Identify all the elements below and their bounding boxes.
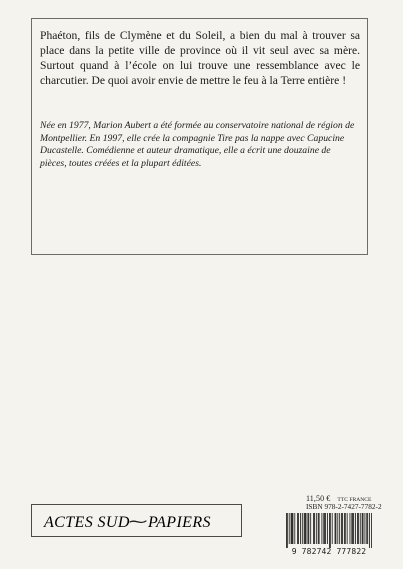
barcode-bar xyxy=(325,513,326,544)
barcode-bar xyxy=(345,513,346,544)
barcode-bar xyxy=(355,513,356,544)
barcode-bar xyxy=(366,513,367,544)
barcode-bar xyxy=(313,513,314,544)
barcode-bar xyxy=(286,513,287,548)
summary-frame xyxy=(31,18,368,255)
barcode-bar xyxy=(324,513,325,544)
barcode-bar xyxy=(330,513,331,548)
barcode-bar xyxy=(305,513,306,544)
barcode-bar xyxy=(310,513,311,544)
barcode-bar xyxy=(323,513,324,544)
barcode-bar xyxy=(287,513,288,548)
publisher-logo-box xyxy=(31,504,242,537)
barcode-bar xyxy=(316,513,317,544)
summary-text: Phaéton, fils de Clymène et du Soleil, a bien du mal à trouver sa place dans la petite ville de province où il vit seul avec sa mère. Surtout quand à l’école on lui trouve une ressemblance avec le charcutier. De quoi avoir envie de mettre le feu à la Terre entière ! xyxy=(40,29,360,87)
barcode-bar xyxy=(339,513,340,544)
barcode-bar xyxy=(369,513,370,548)
barcode-bar xyxy=(358,513,359,544)
barcode-bar xyxy=(300,513,301,544)
barcode-bar xyxy=(363,513,364,544)
isbn: ISBN 978-2-7427-7782-2 xyxy=(306,502,382,511)
barcode-bar xyxy=(353,513,354,544)
barcode-bar xyxy=(304,513,305,544)
barcode-bar xyxy=(289,513,290,544)
barcode-bar xyxy=(293,513,294,544)
barcode-bars xyxy=(284,513,374,549)
barcode-bar xyxy=(291,513,292,544)
price: 11,50 € xyxy=(306,494,331,503)
barcode-bar xyxy=(347,513,348,544)
barcode-bar xyxy=(292,513,293,544)
price-note: TTC FRANCE xyxy=(337,497,372,503)
barcode-bar xyxy=(332,513,333,544)
barcode-bar xyxy=(344,513,345,544)
barcode-bar xyxy=(367,513,368,544)
barcode xyxy=(284,513,374,557)
barcode-bar xyxy=(329,513,330,548)
barcode-bar xyxy=(371,513,372,548)
barcode-bar xyxy=(342,513,343,544)
barcode-bar xyxy=(357,513,358,544)
barcode-bar xyxy=(294,513,295,544)
barcode-bar xyxy=(322,513,323,544)
author-bio: Née en 1977, Marion Aubert a été formée au conservatoire national de région de Montpellier. En 1997, elle crée la compagnie Tire pas la nappe avec Capucine Ducastelle. Comédienne et auteur dramatique, elle a écrit une douzaine de pièces, toutes créées et la plupart éditées. xyxy=(40,120,355,169)
barcode-bar xyxy=(308,513,309,544)
publisher-logo xyxy=(42,509,232,533)
svg-text:ACTES SUD: ACTES SUD xyxy=(43,513,130,531)
barcode-bar xyxy=(351,513,352,544)
barcode-bar xyxy=(314,513,315,544)
svg-text:PAPIERS: PAPIERS xyxy=(147,513,211,531)
barcode-bar xyxy=(337,513,338,544)
barcode-bar xyxy=(341,513,342,544)
barcode-bar xyxy=(297,513,298,544)
barcode-bar xyxy=(360,513,361,544)
barcode-bar xyxy=(302,513,303,544)
barcode-bar xyxy=(318,513,319,544)
barcode-bar xyxy=(306,513,307,544)
barcode-digits: 9 782742 777822 xyxy=(291,547,367,556)
barcode-bar xyxy=(362,513,363,544)
barcode-bar xyxy=(365,513,366,544)
barcode-bar xyxy=(336,513,337,544)
barcode-bar xyxy=(352,513,353,544)
barcode-bar xyxy=(319,513,320,544)
barcode-bar xyxy=(335,513,336,544)
barcode-bar xyxy=(298,513,299,544)
barcode-bar xyxy=(308,513,309,544)
barcode-bar xyxy=(350,513,351,544)
barcode-bar xyxy=(327,513,328,544)
